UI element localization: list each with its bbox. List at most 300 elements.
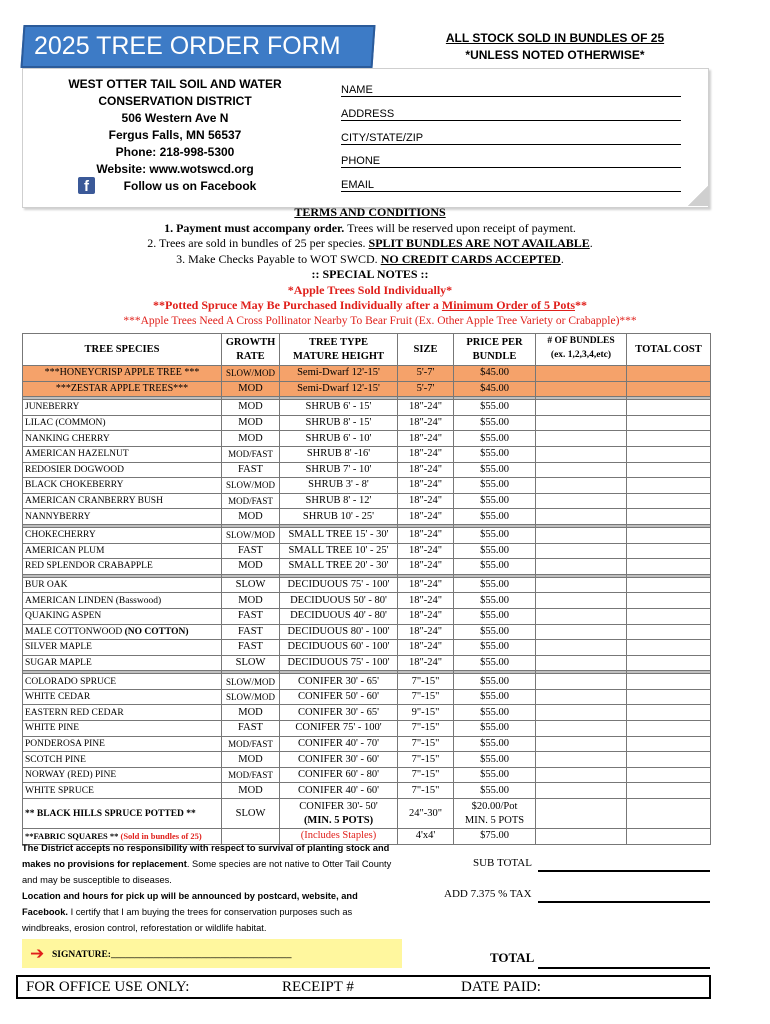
price-cell: $55.00 xyxy=(454,736,536,752)
size-cell: 9"-15" xyxy=(398,705,454,721)
species-cell xyxy=(23,431,222,447)
signature-label: SIGNATURE:______________________________________ xyxy=(52,950,292,960)
growth-rate-cell: SLOW/MOD xyxy=(222,478,280,494)
terms-section xyxy=(0,205,740,329)
term-1-bold: 1. Payment must accompany order. xyxy=(164,220,345,235)
col-price xyxy=(454,334,536,366)
district-city: Fergus Falls, MN 56537 xyxy=(108,128,242,142)
total-cost-input[interactable] xyxy=(627,527,711,543)
arrow-right-icon: ➔ xyxy=(30,944,45,964)
price-cell: $45.00 xyxy=(454,381,536,397)
tree-type-cell: SHRUB 10' - 25' xyxy=(280,509,398,525)
email-label: EMAIL xyxy=(341,179,375,191)
stock-note-line2: *UNLESS NOTED OTHERWISE* xyxy=(465,48,645,62)
note-2-underlined: Minimum Order of 5 Pots xyxy=(441,298,575,312)
growth-rate-cell: MOD xyxy=(222,381,280,397)
size-cell: 18"-24" xyxy=(398,415,454,431)
growth-rate-cell: MOD/FAST xyxy=(222,446,280,462)
species-name: AMERICAN HAZELNUT xyxy=(25,449,129,460)
tree-type-cell: SHRUB 6' - 15' xyxy=(280,400,398,416)
size-cell: 7"-15" xyxy=(398,689,454,705)
table-row xyxy=(23,577,711,593)
price-cell: $55.00 xyxy=(454,577,536,593)
size-cell: 24"-30" xyxy=(398,799,454,829)
bundles-input[interactable] xyxy=(536,674,627,690)
note-2-a: **Potted Spruce May Be Purchased Individually after a xyxy=(153,298,442,312)
price-cell: $55.00 xyxy=(454,493,536,509)
bundles-input[interactable] xyxy=(536,478,627,494)
col-species: TREE SPECIES xyxy=(23,334,222,366)
species-cell xyxy=(23,493,222,509)
tree-type-cell: SMALL TREE 15' - 30' xyxy=(280,527,398,543)
price-cell: $55.00 xyxy=(454,608,536,624)
species-name: MALE COTTONWOOD xyxy=(25,626,125,637)
col-total: TOTAL COST xyxy=(627,334,711,366)
size-cell: 5'-7' xyxy=(398,366,454,382)
table-row xyxy=(23,415,711,431)
tree-type-cell: SMALL TREE 10' - 25' xyxy=(280,543,398,559)
species-name: NANKING CHERRY xyxy=(25,433,110,444)
table-row xyxy=(23,624,711,640)
growth-rate-cell: SLOW xyxy=(222,577,280,593)
tree-type-cell: DECIDUOUS 40' - 80' xyxy=(280,608,398,624)
col-bundles-1: # OF BUNDLES xyxy=(547,336,615,346)
price-cell: $55.00 xyxy=(454,431,536,447)
table-row xyxy=(23,752,711,768)
total-field[interactable] xyxy=(538,967,710,969)
bundles-input[interactable] xyxy=(536,705,627,721)
species-cell xyxy=(23,478,222,494)
species-name: PONDEROSA PINE xyxy=(25,738,105,749)
species-cell: ** BLACK HILLS SPRUCE POTTED ** xyxy=(23,799,222,829)
species-cell xyxy=(23,366,222,382)
total-cost-input[interactable] xyxy=(627,689,711,705)
table-row xyxy=(23,736,711,752)
total-cost-input[interactable] xyxy=(627,478,711,494)
tree-type-cell: DECIDUOUS 50' - 80' xyxy=(280,593,398,609)
total-cost-input[interactable] xyxy=(627,799,711,829)
price-cell: $55.00 xyxy=(454,767,536,783)
tree-order-table xyxy=(22,333,711,845)
species-cell xyxy=(23,559,222,575)
subtotal-field[interactable] xyxy=(538,870,710,872)
species-cell xyxy=(23,381,222,397)
col-growth-1: GROWTH xyxy=(225,336,276,348)
col-bundles-2: (ex. 1,2,3,4,etc) xyxy=(550,350,612,360)
total-cost-input[interactable] xyxy=(627,783,711,799)
total-cost-input[interactable] xyxy=(627,493,711,509)
species-cell xyxy=(23,527,222,543)
tree-type-cell: DECIDUOUS 60' - 100' xyxy=(280,640,398,656)
col-type-2: MATURE HEIGHT xyxy=(292,350,385,362)
tree-type-cell: Semi-Dwarf 12'-15' xyxy=(280,381,398,397)
tree-type-cell: SHRUB 8' -16' xyxy=(280,446,398,462)
species-name: CHOKECHERRY xyxy=(25,530,96,541)
total-cost-input[interactable] xyxy=(627,446,711,462)
bundles-input[interactable] xyxy=(536,577,627,593)
total-cost-input[interactable] xyxy=(627,577,711,593)
term-2-bold: SPLIT BUNDLES ARE NOT AVAILABLE xyxy=(368,236,590,250)
growth-rate-cell: SLOW/MOD xyxy=(222,674,280,690)
bundles-input[interactable] xyxy=(536,608,627,624)
table-row xyxy=(23,721,711,737)
species-note: (Sold in bundles of 25) xyxy=(120,831,202,842)
size-cell: 5'-7' xyxy=(398,381,454,397)
district-address: 506 Western Ave N xyxy=(121,111,229,125)
table-row xyxy=(23,655,711,671)
species-name: AMERICAN PLUM xyxy=(25,545,105,556)
species-name: COLORADO SPRUCE xyxy=(25,676,117,687)
bundles-input[interactable] xyxy=(536,655,627,671)
tree-type-cell xyxy=(280,799,398,829)
special-notes-heading: :: SPECIAL NOTES :: xyxy=(311,267,429,281)
total-cost-input[interactable] xyxy=(627,829,711,845)
table-row xyxy=(23,509,711,525)
species-cell xyxy=(23,689,222,705)
bundles-input[interactable] xyxy=(536,783,627,799)
card-fold-corner xyxy=(688,186,708,206)
total-cost-input[interactable] xyxy=(627,640,711,656)
form-title-banner xyxy=(20,25,375,68)
total-cost-input[interactable] xyxy=(627,721,711,737)
tree-type-cell: DECIDUOUS 80' - 100' xyxy=(280,624,398,640)
bundles-input[interactable] xyxy=(536,829,627,845)
date-paid-label: DATE PAID: xyxy=(461,979,541,995)
price-cell: $55.00 xyxy=(454,543,536,559)
size-cell: 18"-24" xyxy=(398,527,454,543)
species-cell xyxy=(23,674,222,690)
col-size: SIZE xyxy=(398,334,454,366)
col-price-2: BUNDLE xyxy=(472,350,517,362)
bundles-input[interactable] xyxy=(536,593,627,609)
species-note: (NO COTTON) xyxy=(124,626,189,637)
table-row xyxy=(23,767,711,783)
term-3-end: . xyxy=(560,251,564,266)
size-cell: 18"-24" xyxy=(398,543,454,559)
disclaimer-1-bold: The District accepts no responsibility with respect to survival of planting stock and makes no provisions for replacement xyxy=(22,843,390,869)
size-cell: 7"-15" xyxy=(398,736,454,752)
growth-rate-cell: MOD xyxy=(222,431,280,447)
species-cell xyxy=(23,400,222,416)
term-2-end: . xyxy=(589,236,593,250)
price-cell: $55.00 xyxy=(454,752,536,768)
total-cost-input[interactable] xyxy=(627,608,711,624)
tree-type-cell: DECIDUOUS 75' - 100' xyxy=(280,655,398,671)
growth-rate-cell: MOD/FAST xyxy=(222,493,280,509)
size-cell: 18"-24" xyxy=(398,593,454,609)
total-cost-input[interactable] xyxy=(627,767,711,783)
bundles-input[interactable] xyxy=(536,721,627,737)
tree-type-cell: SHRUB 8' - 12' xyxy=(280,493,398,509)
total-cost-input[interactable] xyxy=(627,593,711,609)
bundles-input[interactable] xyxy=(536,381,627,397)
species-cell xyxy=(23,593,222,609)
tree-type-cell: CONIFER 50' - 60' xyxy=(280,689,398,705)
bundles-input[interactable] xyxy=(536,767,627,783)
total-cost-input[interactable] xyxy=(627,655,711,671)
district-website: Website: www.wotswcd.org xyxy=(96,162,254,176)
bundles-input[interactable] xyxy=(536,446,627,462)
tree-type-cell: SHRUB 6' - 10' xyxy=(280,431,398,447)
price-cell: $55.00 xyxy=(454,655,536,671)
size-cell: 18"-24" xyxy=(398,400,454,416)
disclaimer-2 xyxy=(22,888,402,936)
bundles-input[interactable] xyxy=(536,752,627,768)
species-cell xyxy=(23,543,222,559)
col-growth-2: RATE xyxy=(236,350,265,362)
species-cell xyxy=(23,509,222,525)
district-name-line2: CONSERVATION DISTRICT xyxy=(98,94,252,108)
email-field[interactable] xyxy=(341,178,681,192)
species-name: ***HONEYCRISP APPLE TREE *** xyxy=(44,367,200,379)
receipt-label: RECEIPT # xyxy=(282,979,354,995)
disclaimer-2-rest: I certify that I am buying the trees for conservation purposes such as windbreaks, erosion control, reforestation or wildlife habitat. xyxy=(22,907,353,933)
price-cell: $55.00 xyxy=(454,509,536,525)
district-name-line1: WEST OTTER TAIL SOIL AND WATER xyxy=(68,77,282,91)
size-cell: 7"-15" xyxy=(398,767,454,783)
species-name: NORWAY (RED) PINE xyxy=(25,770,117,781)
disclaimer-2-bold: Location and hours for pick up will be announced by postcard, website, and Facebook. xyxy=(22,891,358,917)
price-cell: $55.00 xyxy=(454,462,536,478)
district-facebook[interactable]: Follow us on Facebook xyxy=(123,179,257,193)
growth-rate-cell: MOD xyxy=(222,752,280,768)
tree-type-cell: CONIFER 40' - 60' xyxy=(280,783,398,799)
tax-field[interactable] xyxy=(538,901,710,903)
note-2 xyxy=(0,298,740,314)
bundles-input[interactable] xyxy=(536,640,627,656)
growth-rate-cell: FAST xyxy=(222,640,280,656)
col-type xyxy=(280,334,398,366)
total-cost-input[interactable] xyxy=(627,752,711,768)
growth-rate-cell: SLOW/MOD xyxy=(222,366,280,382)
table-row xyxy=(23,640,711,656)
species-name: NANNYBERRY xyxy=(25,511,91,522)
size-cell: 18"-24" xyxy=(398,640,454,656)
total-cost-input[interactable] xyxy=(627,543,711,559)
species-name: QUAKING ASPEN xyxy=(25,611,102,622)
bundles-input[interactable] xyxy=(536,624,627,640)
species-cell xyxy=(23,577,222,593)
note-3: ***Apple Trees Need A Cross Pollinator Nearby To Bear Fruit (Ex. Other Apple Tree Variety or Crabapple)*** xyxy=(123,314,637,327)
city-label: CITY/STATE/ZIP xyxy=(341,132,424,144)
table-row xyxy=(23,543,711,559)
disclaimer-1-rest: . Some species are not native to Otter Tail County and may be susceptible to diseases. xyxy=(22,859,392,885)
price-cell: $55.00 xyxy=(454,721,536,737)
bundles-input[interactable] xyxy=(536,400,627,416)
size-cell: 18"-24" xyxy=(398,509,454,525)
species-name: REDOSIER DOGWOOD xyxy=(25,464,124,475)
total-cost-input[interactable] xyxy=(627,415,711,431)
form-title: 2025 TREE ORDER FORM xyxy=(34,32,341,60)
bundles-input[interactable] xyxy=(536,493,627,509)
total-label: TOTAL xyxy=(490,950,535,965)
facebook-icon[interactable]: f xyxy=(78,177,95,194)
total-cost-input[interactable] xyxy=(627,559,711,575)
size-cell: 7"-15" xyxy=(398,752,454,768)
species-name: WHITE CEDAR xyxy=(25,692,91,703)
bundles-input[interactable] xyxy=(536,415,627,431)
species-cell xyxy=(23,415,222,431)
species-name: JUNEBERRY xyxy=(25,402,80,413)
growth-rate-cell: FAST xyxy=(222,721,280,737)
note-1: *Apple Trees Sold Individually* xyxy=(287,282,453,297)
table-header-row xyxy=(23,334,711,366)
tree-type-cell: (Includes Staples) xyxy=(280,829,398,845)
growth-rate-cell: MOD xyxy=(222,400,280,416)
address-field[interactable] xyxy=(341,107,681,121)
tree-type-cell: CONIFER 75' - 100' xyxy=(280,721,398,737)
bundles-input[interactable] xyxy=(536,366,627,382)
species-cell xyxy=(23,721,222,737)
species-name: AMERICAN LINDEN (Basswood) xyxy=(25,595,162,606)
price-cell xyxy=(454,799,536,829)
species-name: BUR OAK xyxy=(25,580,68,591)
bundles-input[interactable] xyxy=(536,799,627,829)
table-row xyxy=(23,674,711,690)
table-row xyxy=(23,446,711,462)
growth-rate-cell: FAST xyxy=(222,462,280,478)
office-use-box xyxy=(16,975,711,999)
phone-label: PHONE xyxy=(341,155,381,167)
table-row xyxy=(23,400,711,416)
bundles-input[interactable] xyxy=(536,689,627,705)
species-cell xyxy=(23,640,222,656)
table-row xyxy=(23,462,711,478)
species-name: SCOTCH PINE xyxy=(25,754,86,765)
table-row xyxy=(23,705,711,721)
growth-rate-cell: SLOW xyxy=(222,799,280,829)
term-3 xyxy=(0,252,740,268)
price-cell: $55.00 xyxy=(454,415,536,431)
total-cost-input[interactable] xyxy=(627,674,711,690)
table-row xyxy=(23,478,711,494)
bundles-input[interactable] xyxy=(536,559,627,575)
col-bundles xyxy=(536,334,627,366)
term-1-rest: Trees will be reserved upon receipt of payment. xyxy=(344,220,576,235)
price-cell: $55.00 xyxy=(454,593,536,609)
species-cell xyxy=(23,446,222,462)
species-cell xyxy=(23,462,222,478)
term-2 xyxy=(0,236,740,252)
table-row xyxy=(23,783,711,799)
term-2-plain: 2. Trees are sold in bundles of 25 per species. xyxy=(147,236,369,250)
species-name: SUGAR MAPLE xyxy=(25,657,92,668)
size-cell: 7"-15" xyxy=(398,783,454,799)
growth-rate-cell: MOD xyxy=(222,705,280,721)
total-cost-input[interactable] xyxy=(627,366,711,382)
col-type-1: TREE TYPE xyxy=(308,336,369,348)
species-cell xyxy=(23,655,222,671)
tree-type-cell: SMALL TREE 20' - 30' xyxy=(280,559,398,575)
table-row xyxy=(23,608,711,624)
bundles-input[interactable] xyxy=(536,462,627,478)
tree-type-cell: Semi-Dwarf 12'-15' xyxy=(280,366,398,382)
total-cost-input[interactable] xyxy=(627,736,711,752)
tree-type-line2: (MIN. 5 POTS) xyxy=(303,814,374,826)
growth-rate-cell: MOD xyxy=(222,509,280,525)
growth-rate-cell: MOD/FAST xyxy=(222,736,280,752)
price-cell: $55.00 xyxy=(454,478,536,494)
species-cell xyxy=(23,767,222,783)
total-cost-input[interactable] xyxy=(627,705,711,721)
size-cell: 7"-15" xyxy=(398,674,454,690)
stock-note xyxy=(440,30,670,64)
total-cost-input[interactable] xyxy=(627,400,711,416)
total-cost-input[interactable] xyxy=(627,509,711,525)
size-cell: 18"-24" xyxy=(398,577,454,593)
table-row xyxy=(23,559,711,575)
species-cell xyxy=(23,783,222,799)
price-cell: $45.00 xyxy=(454,366,536,382)
species-name: RED SPLENDOR CRABAPPLE xyxy=(25,561,153,572)
table-row xyxy=(23,493,711,509)
size-cell: 18"-24" xyxy=(398,431,454,447)
table-row xyxy=(23,381,711,397)
city-field[interactable] xyxy=(341,131,681,145)
total-cost-input[interactable] xyxy=(627,431,711,447)
total-cost-input[interactable] xyxy=(627,381,711,397)
growth-rate-cell: SLOW xyxy=(222,655,280,671)
price-cell: $55.00 xyxy=(454,783,536,799)
growth-rate-cell: MOD xyxy=(222,415,280,431)
size-cell: 18"-24" xyxy=(398,624,454,640)
growth-rate-cell: SLOW/MOD xyxy=(222,527,280,543)
price-line2: MIN. 5 POTS xyxy=(464,814,525,826)
species-cell xyxy=(23,736,222,752)
species-name: BLACK CHOKEBERRY xyxy=(25,480,124,491)
price-cell: $55.00 xyxy=(454,527,536,543)
species-name: ***ZESTAR APPLE TREES*** xyxy=(55,382,189,394)
size-cell: 18"-24" xyxy=(398,493,454,509)
tree-type-cell: CONIFER 40' - 70' xyxy=(280,736,398,752)
species-cell xyxy=(23,752,222,768)
total-cost-input[interactable] xyxy=(627,624,711,640)
tree-type-cell: CONIFER 30' - 65' xyxy=(280,674,398,690)
tree-type-cell: SHRUB 8' - 15' xyxy=(280,415,398,431)
price-cell: $55.00 xyxy=(454,559,536,575)
species-name: LILAC (COMMON) xyxy=(25,418,106,429)
table-row xyxy=(23,366,711,382)
price-cell: $55.00 xyxy=(454,446,536,462)
species-name: WHITE PINE xyxy=(25,723,80,734)
species-name: AMERICAN CRANBERRY BUSH xyxy=(25,496,163,507)
bundles-input[interactable] xyxy=(536,543,627,559)
tree-type-cell: SHRUB 7' - 10' xyxy=(280,462,398,478)
price-cell: $55.00 xyxy=(454,400,536,416)
size-cell: 18"-24" xyxy=(398,446,454,462)
price-line1: $20.00/Pot xyxy=(471,800,518,812)
district-phone: Phone: 218-998-5300 xyxy=(115,145,235,159)
col-price-1: PRICE PER xyxy=(466,336,523,348)
tree-type-line1: CONIFER 30'- 50' xyxy=(299,800,378,812)
species-name: WHITE SPRUCE xyxy=(25,785,94,796)
term-1 xyxy=(0,221,740,237)
size-cell: 18"-24" xyxy=(398,559,454,575)
name-field[interactable] xyxy=(341,83,681,97)
bundles-input[interactable] xyxy=(536,431,627,447)
total-cost-input[interactable] xyxy=(627,462,711,478)
growth-rate-cell: MOD xyxy=(222,593,280,609)
species-cell xyxy=(23,608,222,624)
bundles-input[interactable] xyxy=(536,527,627,543)
col-growth xyxy=(222,334,280,366)
price-cell: $55.00 xyxy=(454,705,536,721)
tax-label: ADD 7.375 % TAX xyxy=(444,888,532,900)
phone-field[interactable] xyxy=(341,154,681,168)
bundles-input[interactable] xyxy=(536,736,627,752)
bundles-input[interactable] xyxy=(536,509,627,525)
size-cell: 7"-15" xyxy=(398,721,454,737)
